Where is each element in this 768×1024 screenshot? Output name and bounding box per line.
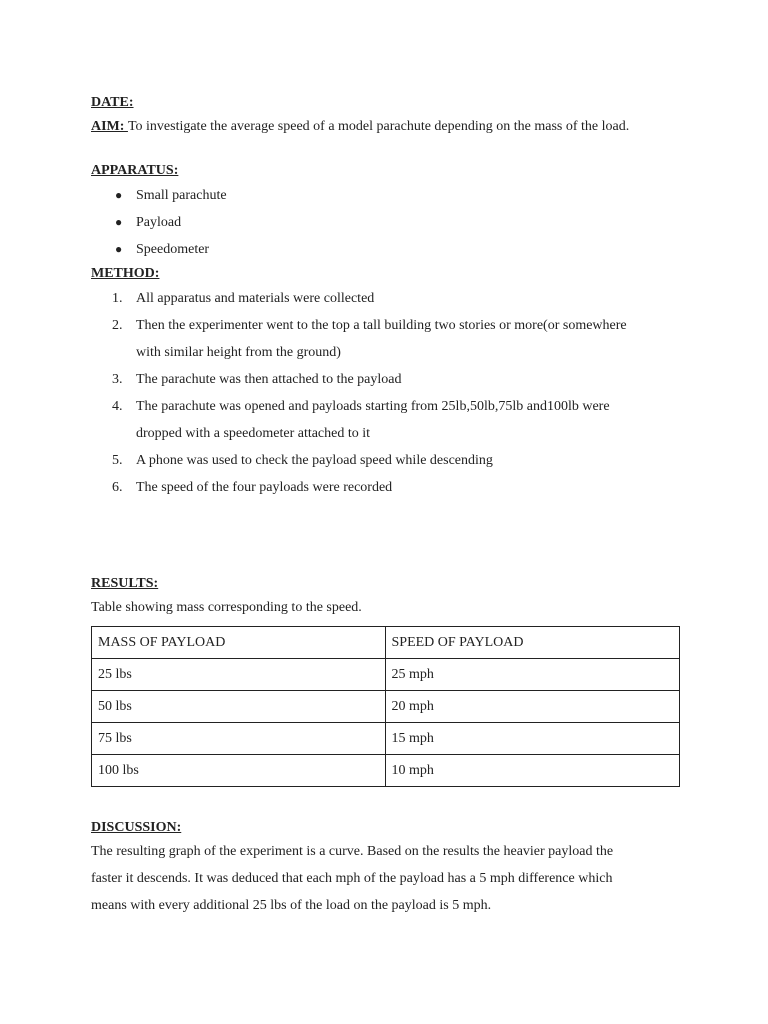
apparatus-item: Speedometer xyxy=(136,242,210,257)
step-text: The parachute was opened and payloads starting from 25lb,50lb,75lb and100lb were xyxy=(136,399,610,414)
speed-cell: 20 mph xyxy=(385,691,680,723)
mass-cell: 25 lbs xyxy=(92,659,386,691)
mass-cell: 100 lbs xyxy=(92,755,386,787)
step-text: A phone was used to check the payload speed while descending xyxy=(136,453,493,468)
method-list xyxy=(91,285,681,501)
bullet-icon: ● xyxy=(115,242,123,256)
column-header-speed: SPEED OF PAYLOAD xyxy=(385,627,680,659)
aim-text: To investigate the average speed of a model parachute depending on the mass of the load. xyxy=(127,119,630,134)
list-item xyxy=(91,285,681,312)
table-row xyxy=(92,755,680,787)
step-number: 3. xyxy=(112,372,123,387)
table-row xyxy=(92,691,680,723)
speed-cell: 15 mph xyxy=(385,723,680,755)
mass-cell: 75 lbs xyxy=(92,723,386,755)
step-text: The speed of the four payloads were recorded xyxy=(136,480,393,495)
discussion-line: The resulting graph of the experiment is a curve. Based on the results the heavier payload the xyxy=(91,844,614,859)
bullet-icon: ● xyxy=(115,188,123,202)
table-row xyxy=(92,659,680,691)
step-number: 6. xyxy=(112,480,123,495)
discussion-line: faster it descends. It was deduced that each mph of the payload has a 5 mph difference which xyxy=(91,871,613,886)
column-header-mass: MASS OF PAYLOAD xyxy=(92,627,386,659)
aim-label: AIM: xyxy=(91,119,128,134)
step-text: The parachute was then attached to the payload xyxy=(136,372,402,387)
discussion-text xyxy=(91,838,691,919)
table-row xyxy=(92,723,680,755)
apparatus-item: Payload xyxy=(136,215,182,230)
list-item xyxy=(115,209,681,236)
list-item xyxy=(91,393,681,447)
list-item xyxy=(91,474,681,501)
document-body xyxy=(91,92,681,501)
discussion-section xyxy=(91,817,691,919)
step-text: with similar height from the ground) xyxy=(136,345,341,360)
aim-line xyxy=(91,113,681,140)
step-number: 4. xyxy=(112,399,123,414)
list-item xyxy=(115,182,681,209)
apparatus-list xyxy=(91,182,681,263)
step-text: dropped with a speedometer attached to it xyxy=(136,426,371,441)
apparatus-heading: APPARATUS: xyxy=(91,163,179,178)
table-caption: Table showing mass corresponding to the speed. xyxy=(91,600,362,615)
table-header-row xyxy=(92,627,680,659)
step-text: All apparatus and materials were collected xyxy=(136,291,375,306)
step-number: 1. xyxy=(112,291,123,306)
method-heading: METHOD: xyxy=(91,266,160,281)
mass-cell: 50 lbs xyxy=(92,691,386,723)
list-item xyxy=(91,366,681,393)
step-number: 5. xyxy=(112,453,123,468)
bullet-icon: ● xyxy=(115,215,123,229)
speed-cell: 25 mph xyxy=(385,659,680,691)
list-item xyxy=(91,312,681,366)
speed-cell: 10 mph xyxy=(385,755,680,787)
list-item xyxy=(115,236,681,263)
discussion-line: means with every additional 25 lbs of the load on the payload is 5 mph. xyxy=(91,898,492,913)
discussion-heading: DISCUSSION: xyxy=(91,820,182,835)
results-table xyxy=(91,626,680,787)
results-heading: RESULTS: xyxy=(91,576,159,591)
list-item xyxy=(91,447,681,474)
step-number: 2. xyxy=(112,318,123,333)
date-label: DATE: xyxy=(91,95,134,110)
step-text: Then the experimenter went to the top a tall building two stories or more(or somewhere xyxy=(136,318,627,333)
apparatus-item: Small parachute xyxy=(136,188,227,203)
results-section xyxy=(91,573,681,787)
